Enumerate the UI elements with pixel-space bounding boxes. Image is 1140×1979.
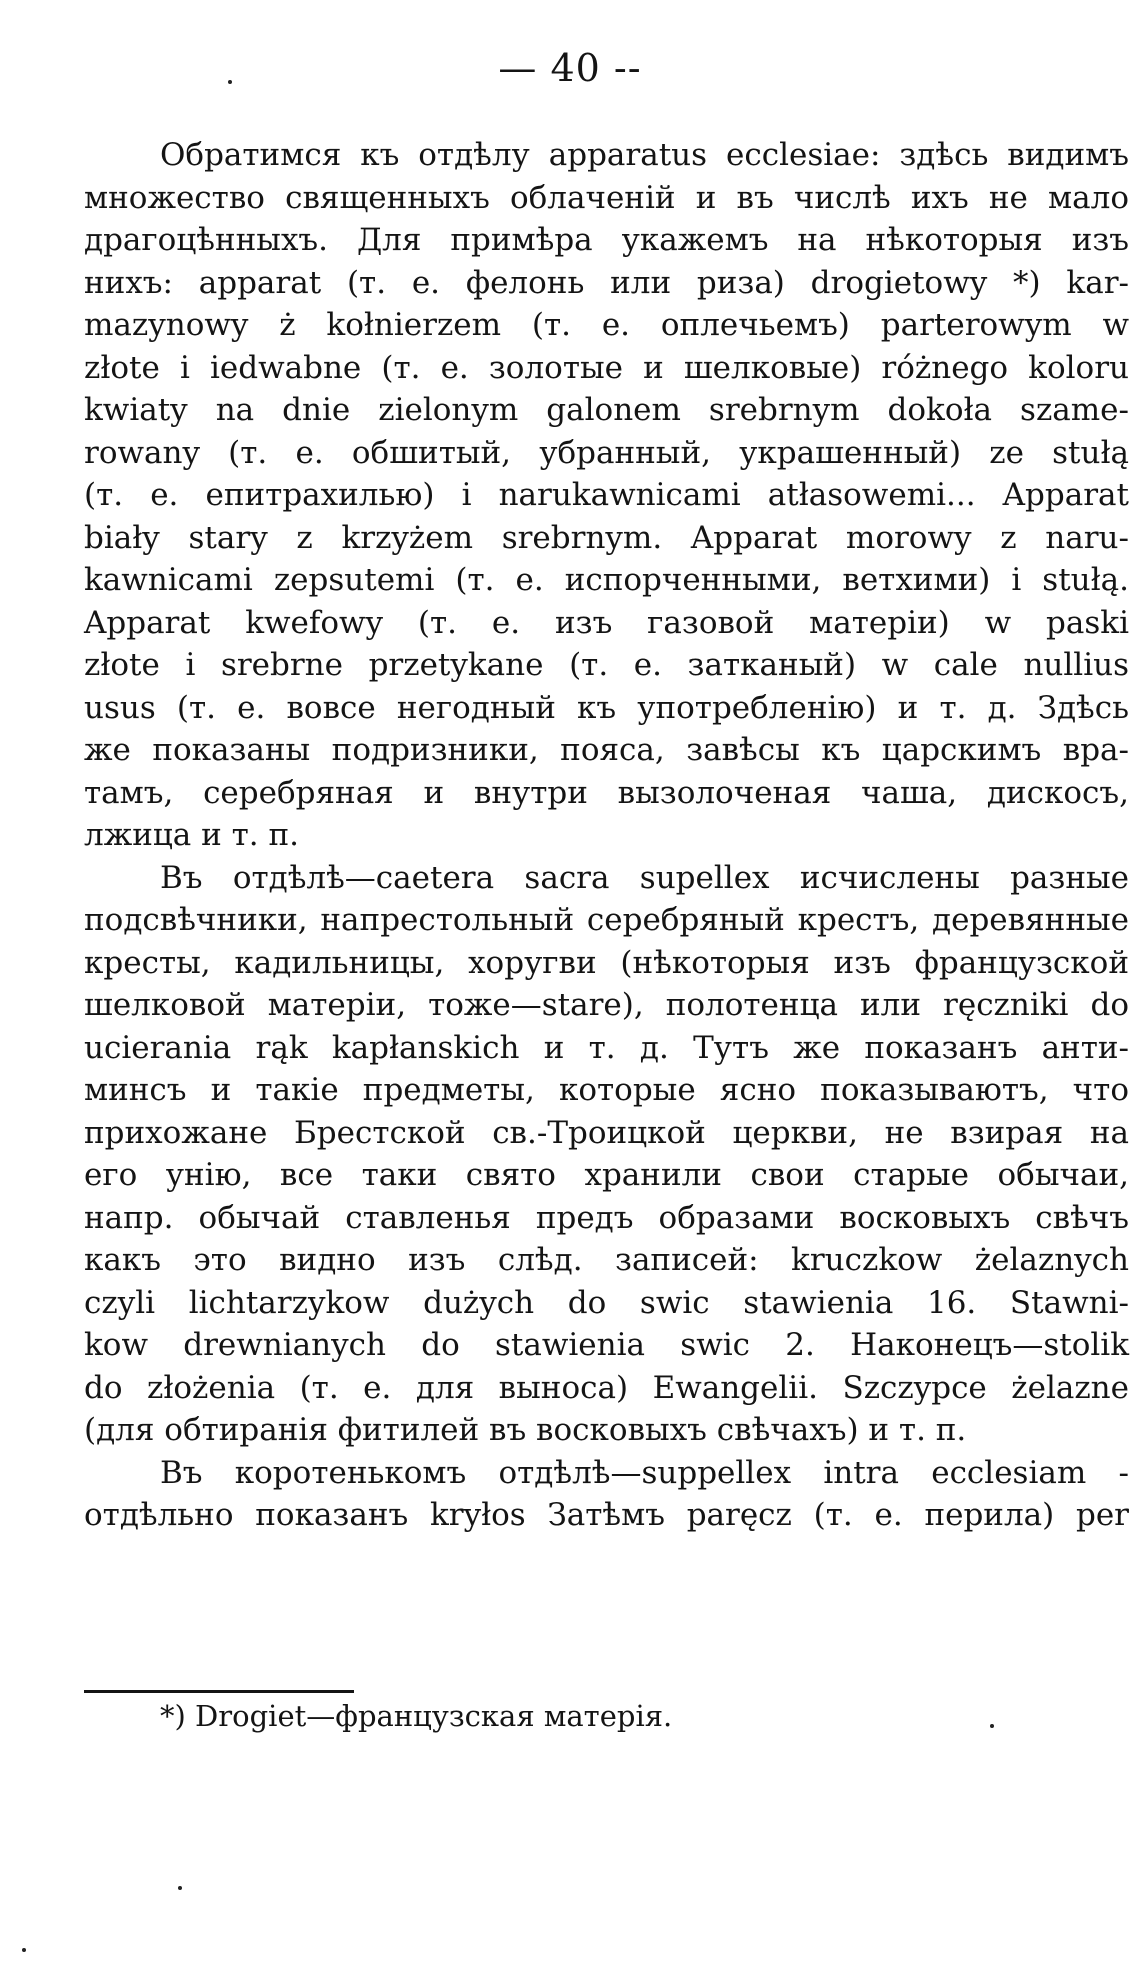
text-line: Обратимся къ отдѣлу apparatus ecclesiae: здѣсь видимъ [160, 137, 1129, 173]
text-line: rowany (т. е. обшитый, убранный, украшенный) ze stułą [84, 434, 1129, 471]
text-line: (т. е. епитрахилью) i narukawnicami atłasowemi... Apparat [84, 477, 1129, 513]
text-line: (для обтиранія фитилей въ восковыхъ свѣчахъ) и т. п. [84, 1412, 967, 1448]
text-line: kawnicami zepsutemi (т. е. испорченными, ветхими) i stułą. [84, 562, 1129, 598]
text-line: czyli lichtarzykow dużych do swic stawienia 16. Stawni- [84, 1284, 1129, 1321]
text-line: Apparat kwefowy (т. е. изъ газовой матеріи) w paski [84, 604, 1129, 641]
text-line: Въ коротенькомъ отдѣлѣ—suppellex intra ecclesiam - [160, 1454, 1129, 1491]
text-line: отдѣльно показанъ kryłos Затѣмъ paręcz (т. е. перила) per [84, 1497, 1129, 1533]
text-line: минсъ и такіе предметы, которые ясно показываютъ, что [84, 1072, 1129, 1108]
text-line: кресты, кадильницы, хоругви (нѣкоторыя изъ французской [84, 944, 1129, 981]
text-line: же показаны подризники, пояса, завѣсы къ царскимъ вра- [84, 732, 1129, 768]
ink-speck [228, 80, 232, 84]
ink-speck [990, 1724, 994, 1728]
text-line: mazynowy ż kołnierzem (т. е. оплечьемъ) parterowym w [84, 307, 1129, 343]
text-line: Въ отдѣлѣ—caetera sacra supellex исчислены разные [160, 859, 1129, 896]
body-text [84, 134, 1129, 1537]
text-line: do złożenia (т. е. для выноса) Ewangelii. Szczypce żelazne [84, 1369, 1129, 1406]
text-line: шелковой матеріи, тоже—stare), полотенца или ręczniki do [84, 987, 1129, 1023]
text-line: тамъ, серебряная и внутри вызолоченая чаша, дискосъ, [84, 774, 1129, 811]
page-number: — 40 -- [498, 46, 642, 90]
text-line: прихожане Брестской св.-Троицкой церкви, не взирая на [84, 1114, 1129, 1151]
text-line: напр. обычай ставленья предъ образами восковыхъ свѣчъ [84, 1199, 1129, 1236]
text-line: его унію, все таки свято хранили свои старые обычаи, [84, 1157, 1129, 1193]
text-line: złote i iedwabne (т. е. золотые и шелковые) różnego koloru [84, 349, 1129, 386]
text-line: biały stary z krzyżem srebrnym. Apparat morowy z naru- [84, 519, 1129, 556]
text-line: подсвѣчники, напрестольный серебряный крестъ, деревянные [84, 902, 1129, 938]
text-line: ucierania rąk kapłanskich и т. д. Тутъ же показанъ анти- [84, 1029, 1129, 1066]
footnote-rule [84, 1690, 354, 1693]
text-line: kwiaty na dnie zielonym galonem srebrnym dokoła szame- [84, 392, 1129, 428]
footnote: *) Drogiet—французская матерія. [160, 1699, 673, 1733]
text-line: нихъ: apparat (т. е. фелонь или риза) drogietowy *) kar- [84, 264, 1129, 301]
text-line: множество священныхъ облаченій и въ числѣ ихъ не мало [84, 179, 1129, 216]
ink-speck [22, 1948, 26, 1952]
text-line: какъ это видно изъ слѣд. записей: kruczkow żelaznych [84, 1242, 1129, 1278]
text-line: usus (т. е. вовсе негодный къ употребленію) и т. д. Здѣсь [84, 689, 1129, 726]
ink-speck [178, 1886, 182, 1890]
text-line: драгоцѣнныхъ. Для примѣра укажемъ на нѣкоторыя изъ [84, 222, 1129, 258]
text-line: kow drewnianych do stawienia swic 2. Наконецъ—stolik [84, 1327, 1129, 1363]
text-line: лжица и т. п. [84, 817, 300, 853]
text-line: złote i srebrne przetykane (т. е. затканый) w cale nullius [84, 647, 1129, 683]
